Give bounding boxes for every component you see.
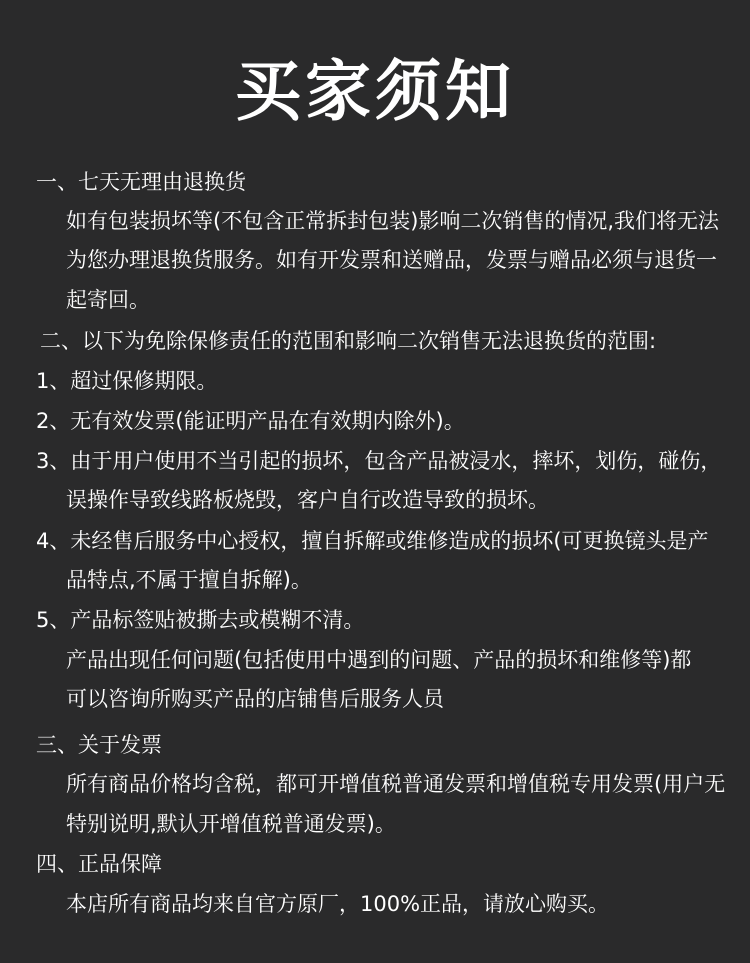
invoice-text-line: 特别说明,默认开增值税普通发票)。 [66, 812, 396, 836]
exclusion-item-4: 4、未经售后服务中心授权，擅自拆解或维修造成的损坏(可更换镜头是产 [36, 529, 709, 553]
exclusion-item-1: 1、超过保修期限。 [36, 369, 218, 393]
invoice-text-line: 所有商品价格均含税，都可开增值税普通发票和增值税专用发票(用户无 [66, 772, 726, 796]
section-heading-returns: 一、七天无理由退换货 [36, 170, 246, 194]
returns-text-line: 为您办理退换货服务。如有开发票和送赠品，发票与赠品必须与退货一 [66, 248, 717, 272]
authenticity-text-line: 本店所有商品均来自官方原厂，100%正品，请放心购买。 [66, 892, 610, 916]
exclusion-item-3-cont: 误操作导致线路板烧毁，客户自行改造导致的损坏。 [66, 488, 549, 512]
exclusion-item-3: 3、由于用户使用不当引起的损坏，包含产品被浸水，摔坏，划伤，碰伤， [36, 449, 722, 473]
section-heading-authenticity: 四、正品保障 [36, 852, 162, 876]
exclusion-item-2: 2、无有效发票(能证明产品在有效期内除外)。 [36, 409, 465, 433]
returns-text-line: 如有包装损坏等(不包含正常拆封包装)影响二次销售的情况,我们将无法 [66, 209, 720, 233]
service-note-line: 产品出现任何问题(包括使用中遇到的问题、产品的损坏和维修等)都 [66, 648, 692, 672]
exclusion-item-4-cont: 品特点,不属于擅自拆解)。 [66, 568, 312, 592]
service-note-line: 可以咨询所购买产品的店铺售后服务人员 [66, 687, 444, 711]
section-heading-exclusions: 二、以下为免除保修责任的范围和影响二次销售无法退换货的范围: [40, 329, 657, 353]
exclusion-item-5: 5、产品标签贴被撕去或模糊不清。 [36, 608, 365, 632]
returns-text-line: 起寄回。 [66, 288, 150, 312]
section-heading-invoice: 三、关于发票 [36, 733, 162, 757]
page-title: 买家须知 [235, 53, 515, 130]
